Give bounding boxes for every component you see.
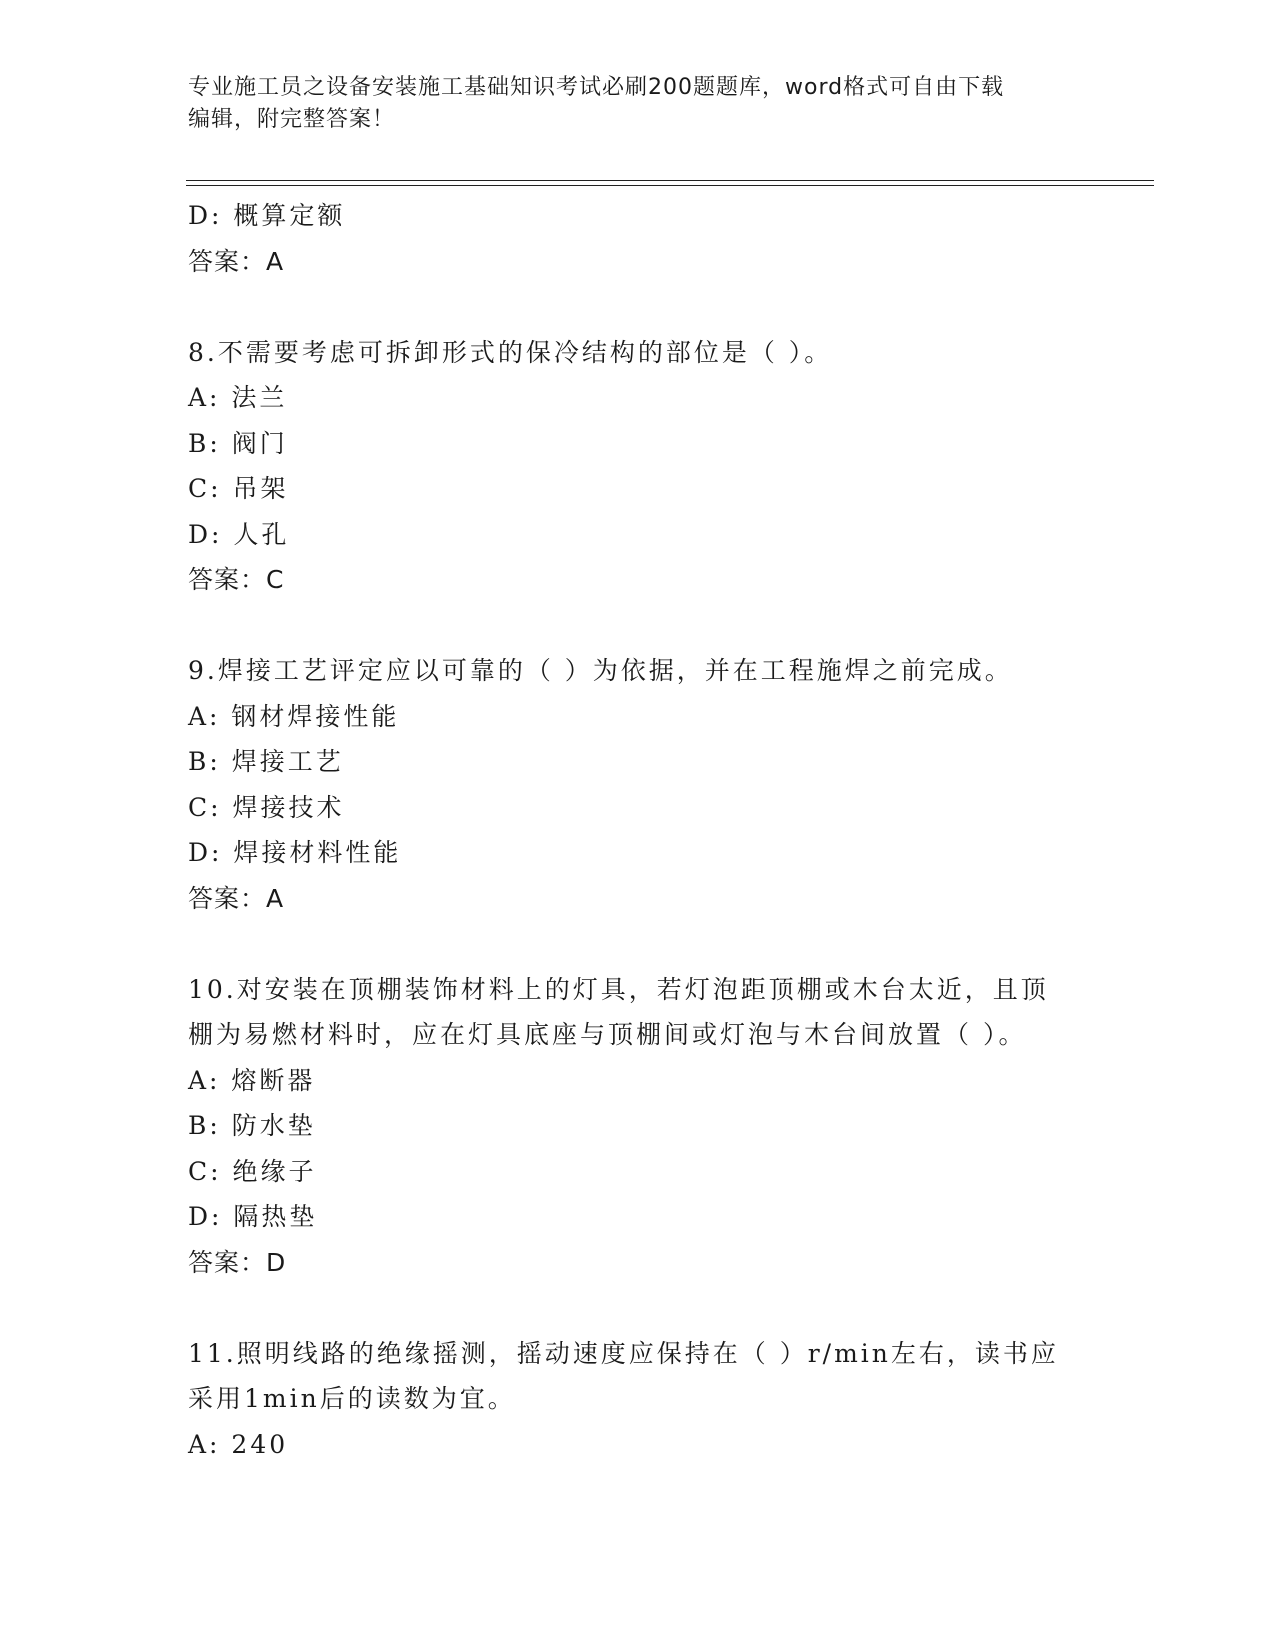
option-line: A: 240 xyxy=(188,1429,289,1459)
question-line: 10.对安装在顶棚装饰材料上的灯具，若灯泡距顶棚或木台太近，且顶 xyxy=(188,974,1049,1004)
option-line: C: 吊架 xyxy=(188,474,289,503)
spacer xyxy=(188,603,1108,649)
question-line: 9.焊接工艺评定应以可靠的（ ）为依据，并在工程施焊之前完成。 xyxy=(188,656,1013,685)
header-rule-top xyxy=(186,180,1154,181)
question-line: 棚为易燃材料时，应在灯具底座与顶棚间或灯泡与木台间放置（ ）。 xyxy=(188,1020,1027,1049)
answer-line: 答案：D xyxy=(188,1247,287,1277)
header-line-1: 专业施工员之设备安装施工基础知识考试必刷200题题库，word格式可自由下载 xyxy=(188,75,1005,100)
option-line: D: 焊接材料性能 xyxy=(188,838,402,867)
answer-line: 答案：A xyxy=(188,246,285,276)
question-line: 8.不需要考虑可拆卸形式的保冷结构的部位是（ ）。 xyxy=(188,337,833,367)
option-line: C: 焊接技术 xyxy=(188,792,345,822)
option-line: A: 法兰 xyxy=(188,383,288,412)
answer-line: 答案：C xyxy=(188,565,285,594)
spacer xyxy=(188,1285,1108,1331)
spacer xyxy=(188,284,1108,330)
question-line: 采用1min后的读数为宜。 xyxy=(188,1384,516,1413)
option-line: B: 焊接工艺 xyxy=(188,747,344,776)
question-list xyxy=(188,193,1108,1467)
option-line: C: 绝缘子 xyxy=(188,1156,317,1186)
spacer xyxy=(188,921,1108,967)
question-line: 11.照明线路的绝缘摇测，摇动速度应保持在（ ）r/min左右，读书应 xyxy=(188,1338,1059,1368)
option-line: A: 钢材焊接性能 xyxy=(188,701,400,731)
option-line: D: 概算定额 xyxy=(188,201,346,230)
header-rule-bottom xyxy=(186,185,1154,186)
header-line-2: 编辑，附完整答案！ xyxy=(188,107,396,132)
document-header xyxy=(188,72,1068,136)
option-line: B: 阀门 xyxy=(188,428,288,458)
option-line: D: 隔热垫 xyxy=(188,1202,318,1231)
option-line: D: 人孔 xyxy=(188,519,290,549)
option-line: B: 防水垫 xyxy=(188,1111,316,1140)
option-line: A: 熔断器 xyxy=(188,1065,316,1095)
answer-line: 答案：A xyxy=(188,883,285,913)
